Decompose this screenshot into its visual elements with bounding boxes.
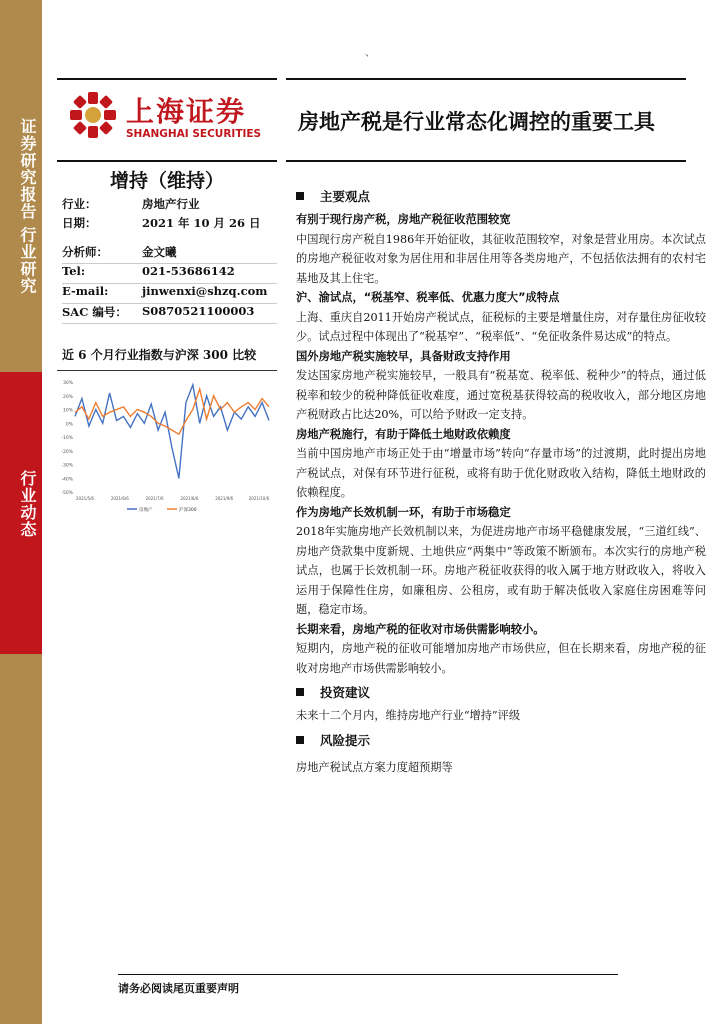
bullet-square-icon [296, 736, 304, 744]
risk-paragraph: 房地产税试点方案力度超预期等 [296, 760, 453, 774]
y-tick-label: -30% [61, 463, 73, 469]
sac-label: SAC 编号： [62, 305, 127, 319]
x-tick-label: 2021/8/6 [180, 496, 199, 501]
industry-label: 行业： [62, 197, 97, 211]
tel-label: Tel: [62, 264, 86, 278]
point-heading: 房地产税施行，有助于降低土地财政依赖度 [296, 427, 511, 441]
stray-mark: 、 [365, 48, 375, 59]
y-tick-label: 0% [65, 422, 73, 428]
mid-rule-right [286, 160, 686, 162]
series-line-2 [75, 389, 269, 434]
analyst-value: 金文曦 [142, 245, 177, 259]
point-heading: 国外房地产税实施较早，具备财政支持作用 [296, 349, 511, 363]
point-paragraph: 当前中国房地产市场正处于由“增量市场”转向“存量市场”的过渡期，此时提出房地产税试点，对保有环节进行征税，或将有助于优化财政收入结构，降低土地财政的依赖程度。 [296, 447, 706, 499]
tel-value: 021-53686142 [142, 264, 235, 278]
company-logo [68, 90, 268, 144]
chart-title: 近 6 个月行业指数与沪深 300 比较 [62, 348, 257, 362]
email-label: E-mail: [62, 284, 109, 298]
point-paragraph: 发达国家房地产税实施较早，一般具有“税基宽、税率低、税种少”的特点，通过低税率和较少的税种降低征收难度，通过宽税基获得较高的税收收入，部分地区房地产税财政占比达20%，可以给予财政一定支持。 [296, 369, 706, 421]
point-heading: 沪、渝试点，“税基窄、税率低、优惠力度大”成特点 [296, 291, 560, 304]
x-tick-label: 2021/6/6 [110, 496, 129, 501]
x-tick-label: 2021/9/6 [215, 496, 234, 501]
info-block [62, 196, 277, 324]
index-comparison-chart [57, 374, 277, 514]
section-heading-investment [296, 682, 706, 704]
sidebar-section-label: 行业动态 [18, 470, 37, 538]
series-line-1 [75, 385, 269, 479]
mid-rule [57, 160, 277, 162]
sidebar-report-type: 证券研究报告 行业研究 [18, 118, 37, 295]
section-heading-text: 风险提示 [320, 732, 371, 748]
logo-mark-icon [68, 90, 118, 140]
legend-label: 沪深300 [179, 508, 197, 513]
point-paragraph: 短期内，房地产税的征收可能增加房地产市场供应，但在长期来看，房地产税的征收对房地产市场供需影响较小。 [296, 642, 706, 675]
date-label: 日期： [62, 216, 97, 230]
y-tick-label: -50% [61, 491, 73, 496]
top-rule-right [286, 78, 686, 80]
analyst-label: 分析师： [62, 245, 108, 259]
email-value[interactable]: jinwenxi@shzq.com [142, 284, 268, 298]
report-title: 房地产税是行业常态化调控的重要工具 [298, 110, 655, 134]
point-heading: 长期来看，房地产税的征收对市场供需影响较小。 [296, 622, 545, 636]
x-tick-label: 2021/7/6 [145, 496, 164, 501]
bullet-square-icon [296, 688, 304, 696]
info-analyst [62, 244, 277, 264]
top-rule [57, 78, 277, 80]
info-industry [62, 196, 277, 215]
chart-rule [57, 370, 277, 371]
y-tick-label: -20% [61, 449, 73, 455]
legend-label: 房地产 [139, 508, 153, 513]
point-paragraph: 2018年实施房地产长效机制以来，为促进房地产市场平稳健康发展，“三道红线”、房地产贷款集中度新规、土地供应“两集中”等政策不断颁布。本次实行的房地产税试点，也属于长效机制一环。房地产税征收获得的收入属于地方财政收入，将收入运用于保障性住房，如廉租房、公租房，或有助于解决低收入家庭住房困难等问题，稳定市场。 [296, 525, 706, 616]
y-tick-label: 20% [62, 394, 73, 400]
section-heading-text: 主要观点 [320, 189, 371, 204]
bullet-square-icon [296, 192, 304, 200]
point-paragraph: 上海、重庆自2011开始房产税试点，征税标的主要是增量住房，对存量住房征收较少。试点过程中体现出了“税基窄”、“税率低”、“免征收条件易达成”的特点。 [296, 310, 706, 343]
x-tick-label: 2021/10/6 [248, 496, 270, 501]
x-tick-label: 2021/5/6 [76, 496, 94, 501]
point-heading: 作为房地产长效机制一环，有助于市场稳定 [296, 505, 511, 519]
y-tick-label: -40% [61, 477, 73, 483]
section-heading-risk [296, 730, 706, 752]
section-heading-main-points [296, 186, 706, 208]
point-heading: 有别于现行房产税，房地产税征收范围较宽 [296, 213, 511, 226]
info-sac [62, 304, 277, 324]
y-tick-label: -10% [61, 436, 73, 441]
section-heading-text: 投资建议 [320, 685, 371, 700]
y-tick-label: 10% [62, 408, 73, 414]
point-paragraph: 中国现行房产税自1986年开始征收，其征收范围较窄，对象是营业用房。本次试点的房地产税征收对象为居住用和非居住用等各类房地产，不包括依法拥有的农村宅基地及其上住宅。 [296, 232, 706, 285]
logo-en-text: SHANGHAI SECURITIES [126, 128, 262, 140]
sac-value: S0870521100003 [142, 304, 255, 318]
main-content [296, 186, 706, 777]
industry-value: 房地产行业 [142, 197, 200, 211]
footer-disclaimer: 请务必阅读尾页重要声明 [118, 982, 239, 995]
info-email [62, 284, 277, 304]
logo-cn-text: 上海证券 [126, 95, 247, 128]
rating: 增持（维持） [109, 170, 224, 192]
investment-paragraph: 未来十二个月内，维持房地产行业“增持”评级 [296, 709, 521, 722]
info-date [62, 215, 277, 234]
info-tel [62, 264, 277, 284]
y-tick-label: 30% [62, 381, 73, 386]
date-value: 2021 年 10 月 26 日 [142, 216, 261, 230]
footer-rule [118, 974, 618, 975]
